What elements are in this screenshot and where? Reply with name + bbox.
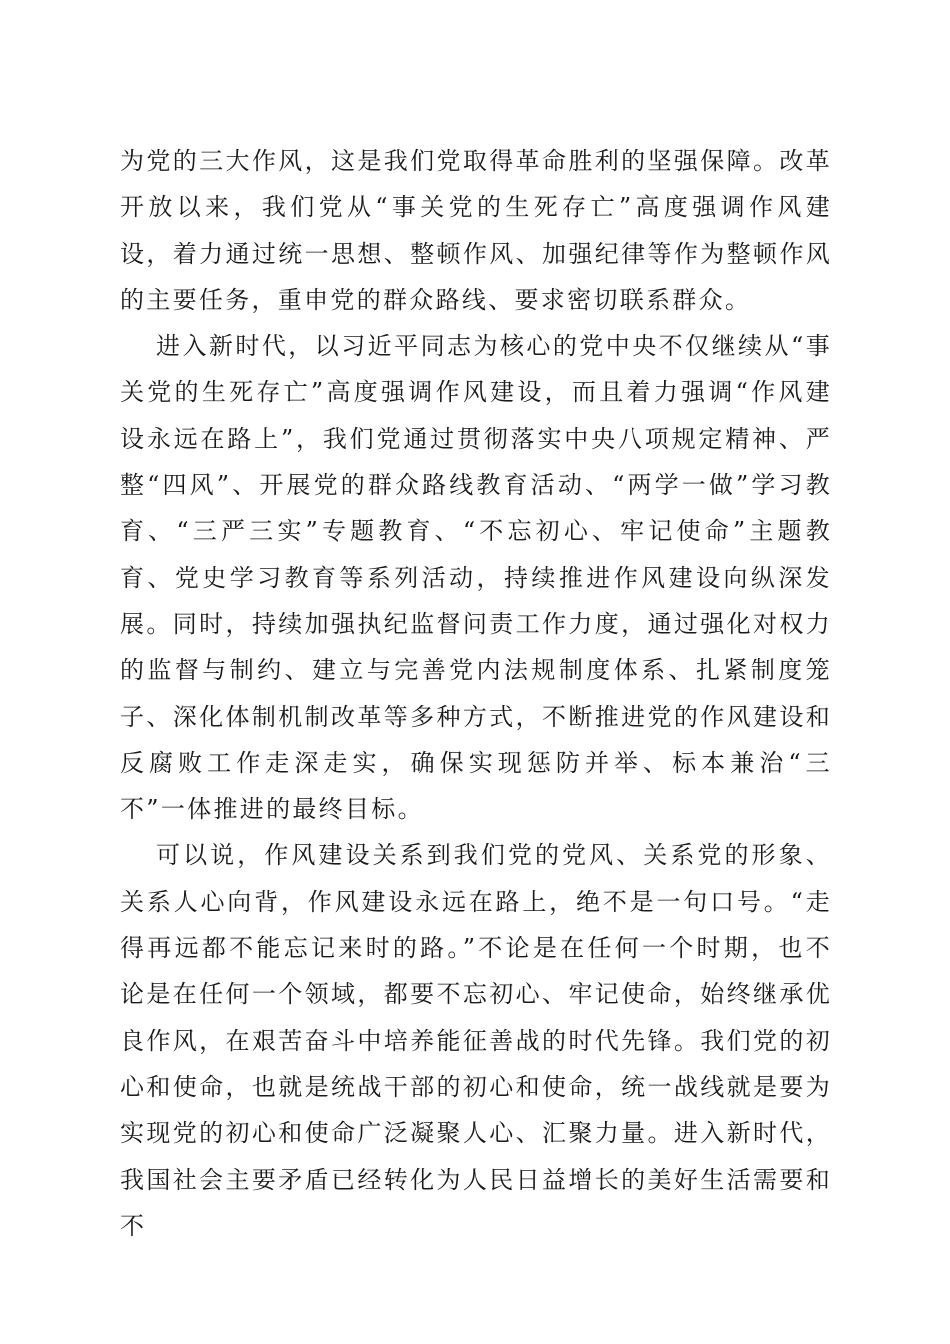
paragraph-continued: 为党的三大作风，这是我们党取得革命胜利的坚强保障。改革开放以来，我们党从“事关党的生死存亡”高度强调作风建设，着力通过统一思想、整顿作风、加强纪律等作为整顿作风的主要任务，重申党的群众路线、要求密切联系群众。 [120, 147, 832, 314]
paragraph-new-era: 进入新时代，以习近平同志为核心的党中央不仅继续从“事关党的生死存亡”高度强调作风建设，而且着力强调“作风建设永远在路上”，我们党通过贯彻落实中央八项规定精神、严整“四风”、开展党的群众路线教育活动、“两学一做”学习教育、“三严三实”专题教育、“不忘初心、牢记使命”主题教育、党史学习教育等系列活动，持续推进作风建设向纵深发展。同时，持续加强执纪监督问责工作力度，通过强化对权力的监督与制约、建立与完善党内法规制度体系、扎紧制度笼子、深化体制机制改革等多种方式，不断推进党的作风建设和反腐败工作走深走实，确保实现惩防并举、标本兼治“三不”一体推进的最终目标。 [120, 332, 832, 824]
document-body [120, 138, 832, 1249]
paragraph-conclusion: 可以说，作风建设关系到我们党的党风、关系党的形象、关系人心向背，作风建设永远在路上，绝不是一句口号。“走得再远都不能忘记来时的路。”不论是在任何一个时期，也不论是在任何一个领域，都要不忘初心、牢记使命，始终继承优良作风，在艰苦奋斗中培养能征善战的时代先锋。我们党的初心和使命，也就是统战干部的初心和使命，统一战线就是要为实现党的初心和使命广泛凝聚人心、汇聚力量。进入新时代，我国社会主要矛盾已经转化为人民日益增长的美好生活需要和不 [120, 841, 832, 1240]
